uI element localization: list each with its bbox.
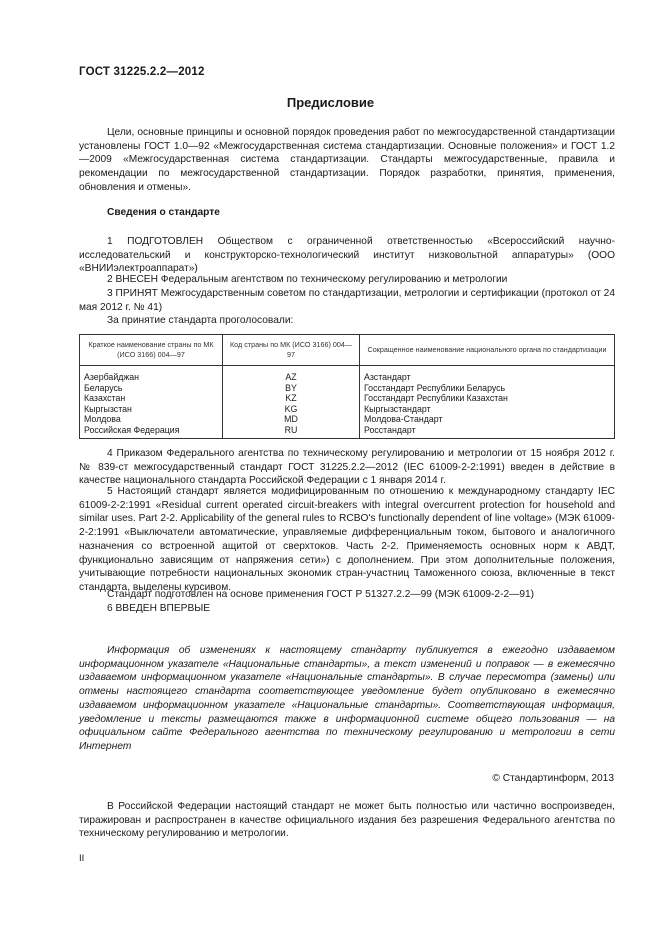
item-4-paragraph: 4 Приказом Федерального агентства по техническому регулированию и метрологии от 15 ноября 2012 г. № 839-ст межгосударственный стандарт ГОСТ 31225.2.2—2012 (IEC 61009-2-2:1991) введен в действие в качестве национального стандарта Российской Федерации с 1 января 2014 г. [79, 448, 615, 487]
item-5-basis-line: Стандарт подготовлен на основе применения ГОСТ Р 51327.2.2—99 (МЭК 61009-2-2—91) [107, 589, 535, 600]
country-cell: Азербайджан [80, 366, 223, 383]
country-cell: Беларусь [80, 383, 223, 394]
item-1-paragraph: 1 ПОДГОТОВЛЕН Обществом с ограниченной ответственностью «Всероссийский научно-исследовательский и конструкторско-технологический институт низковольтной аппаратуры» (ООО «ВНИИэлектроаппарат») [79, 236, 615, 275]
table-row [80, 414, 615, 425]
copyright-line: © Стандартинформ, 2013 [492, 773, 614, 784]
column-header-code: Код страны по МК (ИСО 3166) 004—97 [223, 335, 360, 366]
table-row [80, 366, 615, 383]
rights-paragraph: В Российской Федерации настоящий стандарт не может быть полностью или частично воспроизведен, тиражирован и распространен в качестве официального издания без разрешения Федерального агентства по техническому регулированию и метрологии. [79, 801, 615, 840]
column-header-body: Сокращенное наименование национального органа по стандартизации [360, 335, 615, 366]
table-row [80, 404, 615, 415]
body-cell: Молдова-Стандарт [360, 414, 615, 425]
item-3-paragraph: 3 ПРИНЯТ Межгосударственным советом по стандартизации, метрологии и сертификации (протокол от 24 мая 2012 г. № 41) [79, 288, 615, 313]
code-cell: KZ [223, 393, 360, 404]
country-cell: Кыргызстан [80, 404, 223, 415]
item-6-paragraph: 6 ВВЕДЕН ВПЕРВЫЕ [107, 603, 211, 614]
table-row [80, 393, 615, 404]
code-cell: MD [223, 414, 360, 425]
vote-line: За принятие стандарта проголосовали: [107, 315, 294, 326]
changes-notice: Информация об изменениях к настоящему стандарту публикуется в ежегодно издаваемом информационном указателе «Национальные стандарты», а текст изменений и поправок — в ежемесячно издаваемом информационном указателе «Национальные стандарты». В случае пересмотра (замены) или отмены настоящего стандарта соответствующее уведомление будет опубликовано в ежемесячно издаваемом информационном указателе «Национальные стандарты». Соответствующая информация, уведомление и тексты размещаются также в информационной системе общего пользования — на официальном сайте Федерального агентства по техническому регулированию и метрологии в сети Интернет [79, 645, 615, 752]
page-title: Предисловие [286, 95, 375, 110]
section-title: Сведения о стандарте [107, 207, 220, 218]
code-cell: KG [223, 404, 360, 415]
item-5-paragraph: 5 Настоящий стандарт является модифицированным по отношению к международному стандарту IEC 61009-2-2:1991 «Residual current operated circuit-breakers with integral overcurrent protection for household and similar uses. Part 2-2. Applicability of the general rules to RCBO's functionally dependent of line voltage» (МЭК 61009-2-2:1991 «Выключатели автоматические, управляемые дифференциальным током, бытового и аналогичного назначения со встроенной ащитой от сверхтоков. Часть 2-2. Применяемость основных норм к АВДТ, функционально зависящим от напряжения сети») с дополнением. При этом дополнительные положения, учитывающие потребности национальных экономик стран-участниц Таможенного союза, включенные в текст стандарта, выделены курсивом. [79, 486, 615, 593]
page-number: II [79, 853, 85, 864]
item-2-paragraph: 2 ВНЕСЕН Федеральным агентством по техническому регулированию и метрологии [107, 274, 508, 285]
code-cell: BY [223, 383, 360, 394]
body-cell: Госстандарт Республики Беларусь [360, 383, 615, 394]
body-cell: Госстандарт Республики Казахстан [360, 393, 615, 404]
body-cell: Азстандарт [360, 366, 615, 383]
code-cell: RU [223, 425, 360, 438]
country-cell: Казахстан [80, 393, 223, 404]
table-row [80, 383, 615, 394]
code-cell: AZ [223, 366, 360, 383]
country-cell: Российская Федерация [80, 425, 223, 438]
voting-states-table [79, 334, 615, 439]
document-header: ГОСТ 31225.2.2—2012 [79, 66, 205, 78]
body-cell: Росстандарт [360, 425, 615, 438]
column-header-country: Краткое наименование страны по МК (ИСО 3166) 004—97 [80, 335, 223, 366]
country-cell: Молдова [80, 414, 223, 425]
table-row [80, 425, 615, 438]
table-header-row [80, 335, 615, 366]
body-cell: Кыргызстандарт [360, 404, 615, 415]
intro-paragraph: Цели, основные принципы и основной порядок проведения работ по межгосударственной стандартизации установлены ГОСТ 1.0—92 «Межгосударственная система стандартизации. Основные положения» и ГОСТ 1.2—2009 «Межгосударственная система стандартизации. Стандарты межгосударственные, правила и рекомендации по межгосударственной стандартизации. Порядок разработки, принятия, применения, обновления и отмены». [79, 127, 615, 193]
